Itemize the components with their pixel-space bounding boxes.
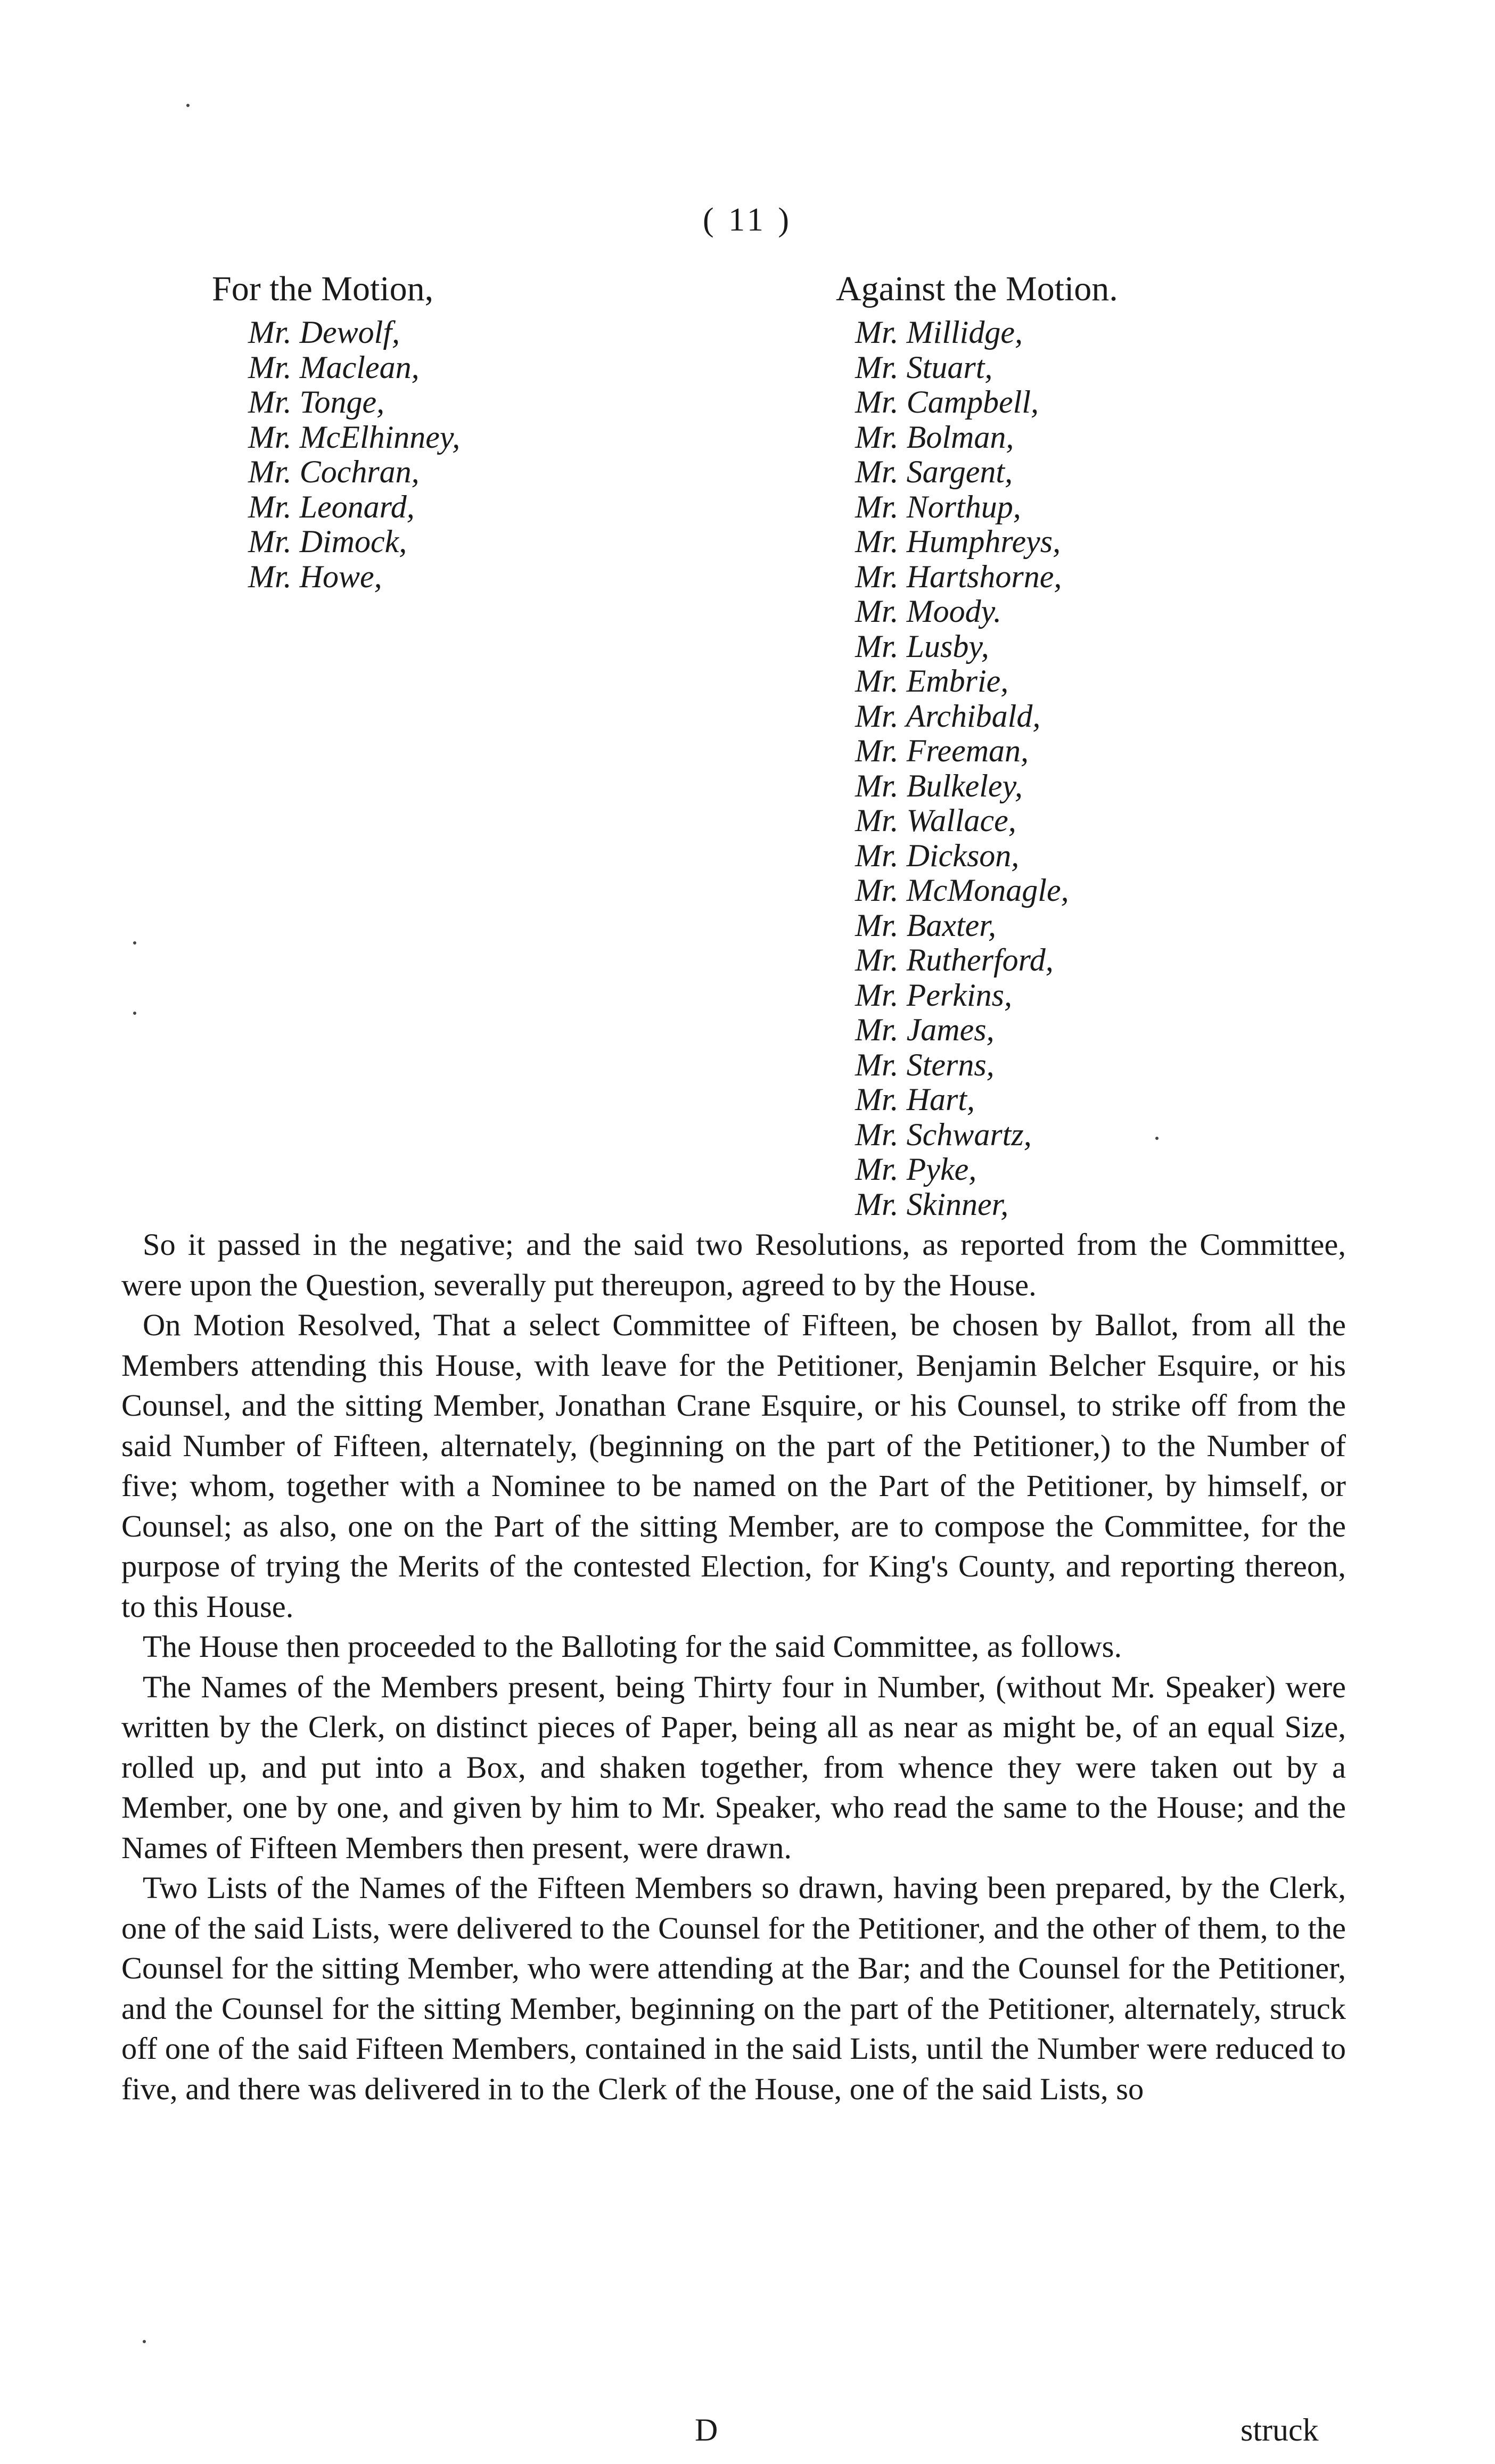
list-item: Mr. Bulkeley, <box>855 768 1023 803</box>
list-item: Mr. Howe, <box>248 558 382 594</box>
list-item: Mr. Freeman, <box>855 733 1029 768</box>
list-item: Mr. Tonge, <box>248 384 385 420</box>
list-item: Mr. Archibald, <box>855 698 1041 734</box>
list-item: Mr. McElhinney, <box>248 419 461 455</box>
list-item: Mr. Lusby, <box>855 628 989 664</box>
list-item: Mr. Perkins, <box>855 977 1012 1013</box>
for-motion-list <box>248 315 460 594</box>
list-item: Mr. Leonard, <box>248 489 415 524</box>
list-item: Mr. Moody. <box>855 594 1001 629</box>
list-item: Mr. Schwartz, <box>855 1116 1032 1152</box>
list-item: Mr. Stuart, <box>855 349 993 385</box>
paragraph: The Names of the Members present, being Thirty four in Number, (without Mr. Speaker) were written by the Clerk, on distinct pieces of Paper, being all as near as might be, of an equal Size, rolled up, and put into a Box, and shaken together, from whence they were taken out by a Member, one by one, and given by him to Mr. Speaker, who read the same to the House; and the Names of Fifteen Members then present, were drawn. <box>121 1669 1346 1865</box>
list-item: Mr. Dickson, <box>855 837 1020 873</box>
list-item: Mr. Humphreys, <box>855 524 1061 559</box>
list-item: Mr. Millidge, <box>855 315 1023 350</box>
list-item: Mr. James, <box>855 1012 995 1047</box>
page-number: ( 11 ) <box>703 202 792 238</box>
list-item: Mr. Northup, <box>855 489 1021 524</box>
print-speck <box>133 941 136 944</box>
list-item: Mr. Baxter, <box>855 907 996 943</box>
print-speck <box>1155 1137 1159 1140</box>
body-text <box>121 1225 1346 2109</box>
print-speck <box>186 104 190 107</box>
print-speck <box>143 2340 146 2343</box>
list-item: Mr. Skinner, <box>855 1186 1009 1222</box>
list-item: Mr. Maclean, <box>248 349 420 385</box>
paragraph: On Motion Resolved, That a select Committee of Fifteen, be chosen by Ballot, from all the Members attending this House, with leave for the Petitioner, Benjamin Belcher Esquire, or his Counsel, and the sitting Member, Jonathan Crane Esquire, or his Counsel, to strike off from the said Number of Fifteen, alternately, (beginning on the part of the Petitioner,) to the Number of five; whom, together with a Nominee to be named on the Part of the Petitioner, by himself, or Counsel; as also, one on the Part of the sitting Member, are to compose the Committee, for the purpose of trying the Merits of the contested Election, for King's County, and reporting thereon, to this House. <box>121 1308 1346 1624</box>
list-item: Mr. Sterns, <box>855 1047 995 1082</box>
list-item: Mr. Dimock, <box>248 524 407 559</box>
list-item: Mr. Rutherford, <box>855 942 1054 978</box>
against-motion-list <box>855 315 1069 1222</box>
paragraph: Two Lists of the Names of the Fifteen Members so drawn, having been prepared, by the Clerk, one of the said Lists, were delivered to the Counsel for the Petitioner, and the other of them, to the Counsel for the sitting Member, who were attending at the Bar; and the Counsel for the Petitioner, and the Counsel for the sitting Member, beginning on the part of the Petitioner, alternately, struck off one of the said Fifteen Members, contained in the said Lists, until the Number were reduced to five, and there was delivered in to the Clerk of the House, one of the said Lists, so <box>121 1870 1346 2106</box>
list-item: Mr. Hartshorne, <box>855 558 1062 594</box>
list-item: Mr. Hart, <box>855 1082 975 1117</box>
list-item: Mr. Wallace, <box>855 803 1016 838</box>
list-item: Mr. Cochran, <box>248 454 420 489</box>
list-item: Mr. Campbell, <box>855 384 1039 420</box>
list-item: Mr. McMonagle, <box>855 873 1069 908</box>
list-item: Mr. Embrie, <box>855 663 1009 699</box>
list-item: Mr. Pyke, <box>855 1152 977 1187</box>
paragraph: So it passed in the negative; and the said two Resolutions, as reported from the Committee, were upon the Question, severally put thereupon, agreed to by the House. <box>121 1227 1346 1302</box>
for-motion-heading: For the Motion, <box>212 269 434 308</box>
list-item: Mr. Bolman, <box>855 419 1014 455</box>
catchword: struck <box>1241 2412 1319 2447</box>
signature-mark: D <box>695 2412 718 2447</box>
list-item: Mr. Sargent, <box>855 454 1013 489</box>
print-speck <box>133 1012 136 1015</box>
against-motion-heading: Against the Motion. <box>836 269 1118 308</box>
list-item: Mr. Dewolf, <box>248 315 400 350</box>
paragraph: The House then proceeded to the Balloting for the said Committee, as follows. <box>143 1629 1122 1664</box>
